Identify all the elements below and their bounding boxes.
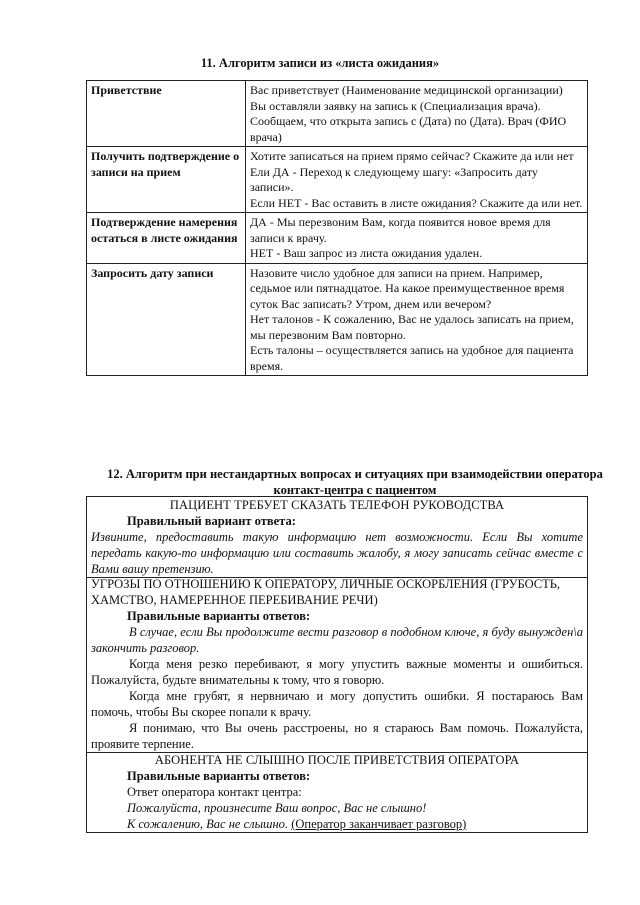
answer-text: Извините, предоставить такую информацию нет возможности. Если Вы хотите передать какую-то информацию или составить жалобу, я могу записать сейчас вместе с Вами вашу претензию.: [91, 530, 583, 576]
row-line: Хотите записаться на прием прямо сейчас? Скажите да или нет: [250, 149, 574, 163]
row-line: ДА - Мы перезвоним Вам, когда появится новое время для записи к врачу.: [250, 215, 551, 245]
answer-label: Правильный вариант ответа:: [127, 514, 296, 528]
table-row: [87, 147, 588, 213]
table-row: [87, 213, 588, 264]
section-12-title: 12. Алгоритм при нестандартных вопросах и ситуациях при взаимодействии оператора контакт-центра с пациентом: [107, 467, 603, 497]
row-line: Назовите число удобное для записи на прием. Например, седьмое или пятнадцатое. На какое преимущественное время суток Вас записать? Утром, днем или вечером?: [250, 265, 565, 311]
row-line: Вас приветствует (Наименование медицинской организации): [250, 83, 563, 97]
answer-label: Правильные варианты ответов:: [127, 769, 311, 783]
answer-label: Правильные варианты ответов:: [127, 609, 311, 623]
answer-line: Ответ оператора контакт центра:: [127, 785, 302, 799]
answer-line-text: К сожалению, Вас не слышно.: [127, 817, 292, 831]
row-content: [246, 81, 588, 147]
row-content: [246, 147, 588, 213]
row-line: Если НЕТ - Вас оставить в листе ожидания? Скажите да или нет.: [250, 195, 583, 210]
row-label: Получить подтверждение о записи на прием: [87, 147, 246, 213]
situation-heading: УГРОЗЫ ПО ОТНОШЕНИЮ К ОПЕРАТОРУ, ЛИЧНЫЕ ОСКОРБЛЕНИЯ (ГРУБОСТЬ, ХАМСТВО, НАМЕРЕННОЕ ПЕРЕБИВАНИЕ РЕЧИ): [91, 577, 561, 607]
row-label: Приветствие: [87, 81, 246, 147]
row-content: [246, 213, 588, 264]
answer-paragraph: Когда мне грубят, я нервничаю и могу допустить ошибки. Я постараюсь Вам помочь, чтобы Вы скорее попали к врачу.: [91, 689, 583, 719]
section-11-title: 11. Алгоритм записи из «листа ожидания»: [200, 56, 440, 70]
situation-heading: ПАЦИЕНТ ТРЕБУЕТ СКАЗАТЬ ТЕЛЕФОН РУКОВОДСТВА: [169, 498, 505, 512]
answer-line: [87, 816, 587, 832]
row-content: [246, 263, 588, 376]
situation-block-manager-phone: [86, 496, 588, 578]
answer-paragraph: Я понимаю, что Вы очень расстроены, но я стараюсь Вам помочь. Пожалуйста, проявите терпение.: [91, 721, 583, 751]
operator-action-note: (Оператор заканчивает разговор): [291, 817, 467, 831]
row-line: Нет талонов - К сожалению, Вас не удалось записать на прием, мы перезвоним Вам повторно.: [250, 312, 574, 342]
row-label: Запросить дату записи: [87, 263, 246, 376]
row-line: Вы оставляли заявку на запись к (Специализация врача). Сообщаем, что открыта запись с (Дата) по (Дата). Врач (ФИО врача): [250, 98, 567, 144]
row-line: НЕТ - Ваш запрос из листа ожидания удален.: [250, 246, 483, 260]
row-line: Ели ДА - Переход к следующему шагу: «Запросить дату записи».: [250, 164, 538, 194]
row-line: Есть талоны – осуществляется запись на удобное для пациента время.: [250, 343, 574, 373]
answer-text: В случае, если Вы продолжите вести разговор в подобном ключе, я буду вынужден\а закончить разговор.: [91, 625, 583, 655]
table-row: [87, 263, 588, 376]
answer-line: Пожалуйста, произнесите Ваш вопрос, Вас не слышно!: [127, 801, 427, 815]
waitlist-algorithm-table: [86, 80, 588, 376]
table-row: [87, 81, 588, 147]
row-label: Подтверждение намерения остаться в листе ожидания: [87, 213, 246, 264]
answer-paragraph: Когда меня резко перебивают, я могу упустить важные моменты и ошибиться. Пожалуйста, будьте внимательны к тому, что я говорю.: [91, 657, 583, 687]
situation-heading: АБОНЕНТА НЕ СЛЫШНО ПОСЛЕ ПРИВЕТСТВИЯ ОПЕРАТОРА: [154, 753, 520, 767]
situation-block-silent-caller: [86, 752, 588, 833]
situation-block-threats: [86, 576, 588, 753]
